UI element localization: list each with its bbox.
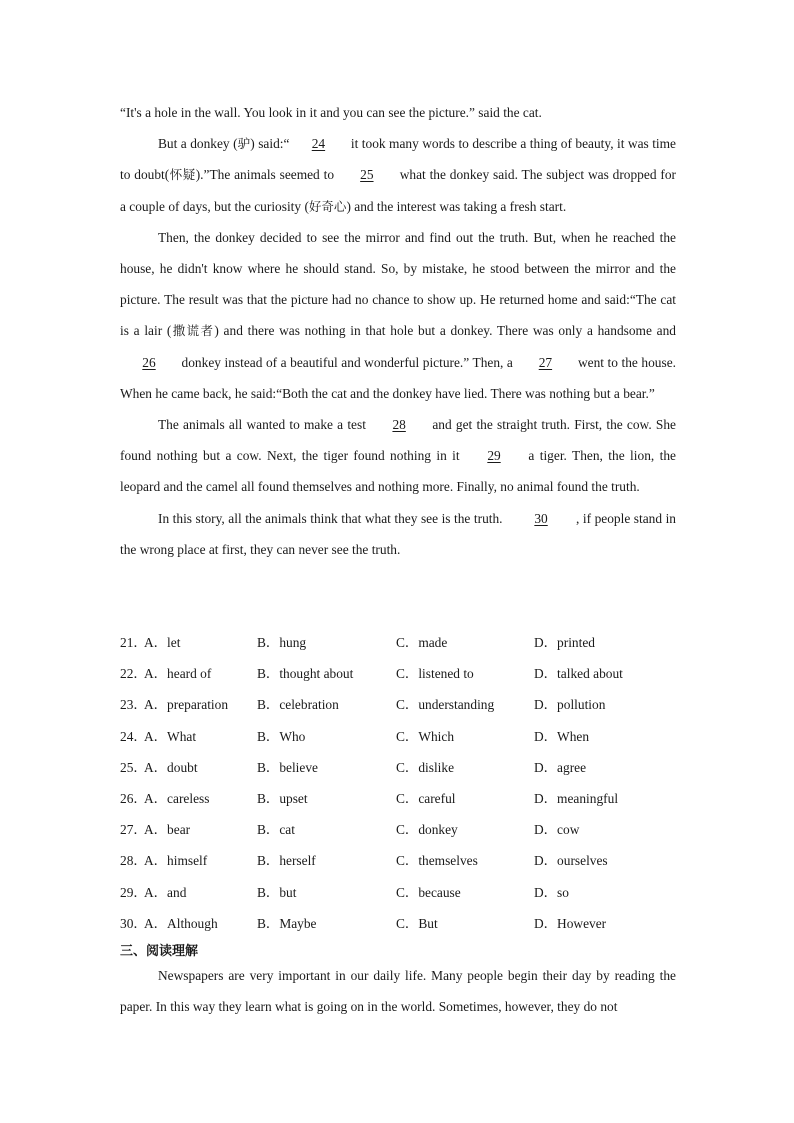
- question-number: 25．: [120, 759, 147, 775]
- option-a: A．preparation: [144, 697, 229, 713]
- option-row: [120, 752, 676, 783]
- option-c: C．dislike: [396, 759, 455, 775]
- option-b: B．Maybe: [257, 915, 317, 931]
- option-row: [120, 721, 676, 752]
- question-number: 23．: [120, 697, 147, 713]
- option-a: A．Although: [144, 915, 218, 931]
- option-d: D．so: [534, 884, 569, 900]
- text-run: donkey instead of a beautiful and wonderful picture.” Then, a: [178, 354, 517, 370]
- option-a: A．and: [144, 884, 187, 900]
- option-c: C．understanding: [396, 697, 495, 713]
- option-d: D．printed: [534, 635, 595, 650]
- option-a: A．heard of: [144, 666, 212, 682]
- option-row: [120, 689, 676, 720]
- option-d: D．talked about: [534, 666, 623, 682]
- option-c: C．because: [396, 884, 461, 900]
- option-c: C．listened to: [396, 666, 474, 682]
- option-b: B．upset: [257, 790, 308, 806]
- text-run: , if people stand in the wrong place at first, they can never see the truth.: [120, 510, 676, 557]
- text-run: it took many words to describe a thing of beauty, it was time to doubt(: [120, 136, 676, 183]
- text-run: ) and the interest was taking a fresh start.: [346, 198, 567, 214]
- option-d: D．ourselves: [534, 853, 608, 869]
- option-b: B．cat: [257, 822, 295, 838]
- option-b: B．believe: [257, 759, 318, 775]
- question-number: 26．: [120, 790, 147, 806]
- chinese-gloss: 驴: [237, 136, 251, 152]
- option-b: B．thought about: [257, 666, 354, 682]
- text-run: and get the straight truth. First, the cow. She found nothing but a cow. Next, the tiger found nothing in it: [120, 417, 676, 464]
- option-b: B．hung: [257, 635, 307, 650]
- option-c: C．made: [396, 635, 448, 650]
- option-a: A．bear: [144, 822, 191, 838]
- option-row: [120, 908, 676, 939]
- text-run: But a donkey (: [158, 136, 238, 152]
- text-run: ) and there was nothing in that hole but a donkey. There was only a handsome and: [214, 323, 676, 339]
- question-number: 27．: [120, 822, 147, 838]
- paragraph-cat-quote: “It's a hole in the wall. You look in it and you can see the picture.” said the cat.: [120, 105, 542, 120]
- option-row: [120, 627, 676, 658]
- text-run: Then, the donkey decided to see the mirror and find out the truth. But, when he reached the house, he didn't know where he should stand. So, by mistake, he stood between the mirror and the picture. The result was that the picture had no chance to show up. He returned home and said:“The cat is a lair (: [120, 229, 676, 339]
- question-number: 21．: [120, 635, 147, 650]
- reading-passage: Newspapers are very important in our daily life. Many people begin their day by reading the paper. In this way they learn what is going on in the world. Sometimes, however, they do not: [120, 968, 676, 1015]
- option-a: A．himself: [144, 853, 208, 869]
- option-a: A．What: [144, 728, 197, 744]
- question-number: 22．: [120, 666, 147, 682]
- option-d: D．However: [534, 915, 607, 931]
- blank-28: 28: [392, 417, 406, 433]
- option-row: [120, 658, 676, 689]
- chinese-gloss: 怀疑: [169, 167, 196, 183]
- blank-29: 29: [487, 448, 501, 464]
- text-run: In this story, all the animals think that what they see is the truth.: [158, 510, 507, 526]
- option-b: B．Who: [257, 728, 306, 744]
- text-run: ) said:“: [250, 136, 290, 152]
- blank-25: 25: [360, 167, 374, 183]
- option-d: D．pollution: [534, 697, 606, 713]
- text-run: what the donkey said. The subject was dropped for a couple of days, but the curiosity (: [120, 167, 676, 214]
- option-c: C．careful: [396, 790, 456, 806]
- story-text: [120, 97, 676, 565]
- question-number: 24．: [120, 728, 147, 744]
- question-number: 30．: [120, 915, 147, 931]
- section-heading-reading: 三、阅读理解: [120, 944, 199, 959]
- text-run: The animals all wanted to make a test: [158, 417, 371, 433]
- option-b: B．but: [257, 884, 297, 900]
- blank-27: 27: [538, 354, 553, 370]
- text-run: went to the house. When he came back, he said:“Both the cat and the donkey have lied. There was nothing but a bear.”: [120, 354, 676, 401]
- option-row: [120, 877, 676, 908]
- option-b: B．herself: [257, 853, 316, 869]
- option-row: [120, 783, 676, 814]
- option-c: C．donkey: [396, 822, 458, 838]
- option-a: A．doubt: [144, 759, 198, 775]
- option-c: C．Which: [396, 728, 455, 744]
- option-a: A．careless: [144, 790, 210, 806]
- blank-24: 24: [311, 136, 326, 152]
- options-list: [120, 627, 676, 939]
- option-d: D．When: [534, 728, 590, 744]
- text-run: a tiger. Then, the lion, the leopard and the camel all found themselves and nothing more. Finally, no animal found the truth.: [120, 448, 676, 495]
- question-number: 29．: [120, 884, 147, 900]
- option-d: D．cow: [534, 822, 580, 838]
- blank-26: 26: [142, 354, 156, 370]
- option-d: D．meaningful: [534, 790, 619, 806]
- chinese-gloss: 好奇心: [308, 198, 347, 214]
- blank-30: 30: [534, 510, 548, 526]
- text-run: ).”The animals seemed to: [195, 167, 338, 183]
- chinese-gloss: 撒谎者: [171, 323, 215, 339]
- option-row: [120, 845, 676, 876]
- option-c: C．themselves: [396, 853, 478, 869]
- option-a: A．let: [144, 635, 181, 650]
- option-c: C．But: [396, 915, 438, 931]
- option-b: B．celebration: [257, 697, 339, 713]
- question-number: 28．: [120, 853, 147, 869]
- option-row: [120, 814, 676, 845]
- option-d: D．agree: [534, 759, 587, 775]
